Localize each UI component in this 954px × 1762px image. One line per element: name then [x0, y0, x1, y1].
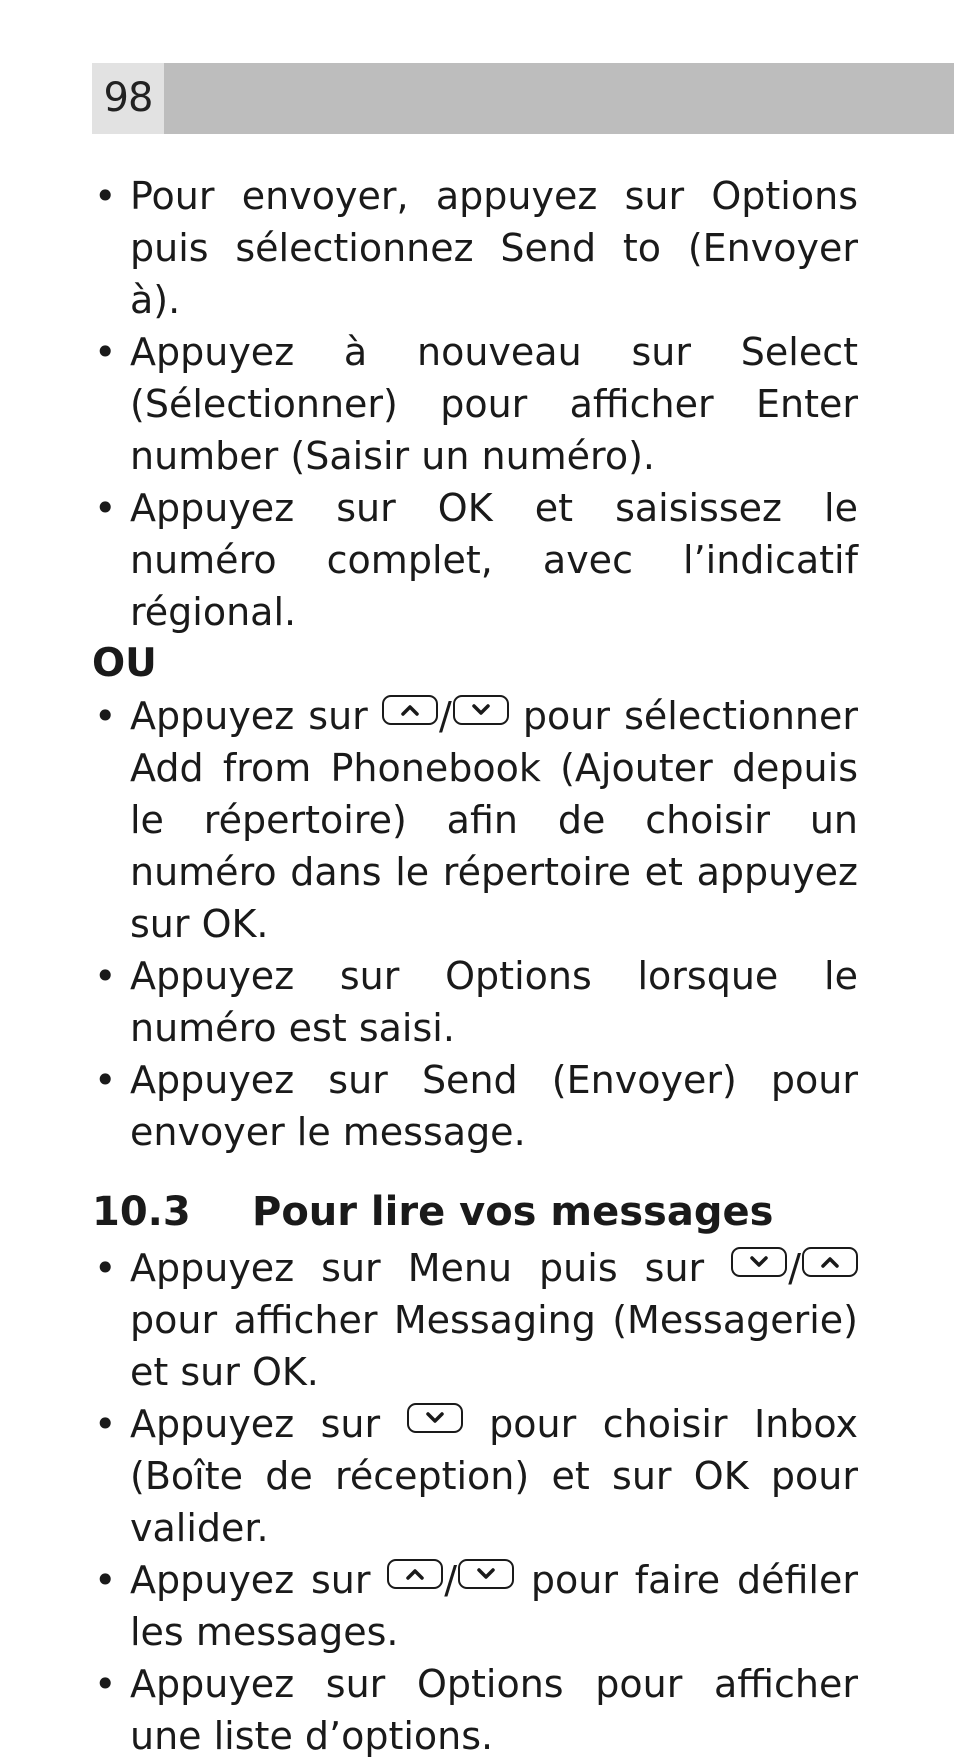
section-number: 10.3 [92, 1189, 191, 1235]
page-header-bar [92, 63, 954, 134]
list-item: • Appuyez sur OK et saisissez le numéro complet, avec l’indicatif régional. [92, 482, 858, 638]
page-number: 98 [92, 63, 164, 134]
send-instructions-list [92, 170, 858, 638]
list-item [92, 690, 858, 950]
section-heading [92, 1184, 858, 1240]
list-item [92, 1398, 858, 1554]
list-item: • Appuyez sur Options lorsque le numéro est saisi. [92, 950, 858, 1054]
or-heading: OU [92, 641, 157, 686]
list-item [92, 1242, 858, 1398]
chevron-up-key-icon [802, 1247, 858, 1277]
page-content [92, 170, 858, 1762]
chevron-up-key-icon [382, 695, 438, 725]
item-text: Appuyez sur [130, 1558, 388, 1602]
chevron-down-key-icon [731, 1247, 787, 1277]
item-text: Appuyez sur [130, 1402, 407, 1446]
chevron-down-key-icon [407, 1403, 463, 1433]
key-separator: / [438, 694, 452, 738]
section-title: Pour lire vos messages [252, 1189, 774, 1235]
item-text: Appuyez sur [130, 694, 382, 738]
key-separator: / [444, 1558, 458, 1602]
list-item [92, 1554, 858, 1658]
item-text: pour faire défiler les messages. [130, 1558, 858, 1654]
chevron-down-key-icon [453, 695, 509, 725]
list-item: • Appuyez sur Send (Envoyer) pour envoyer le message. [92, 1054, 858, 1158]
read-messages-list [92, 1242, 858, 1762]
item-text: pour afficher Messaging (Messagerie) et sur OK. [130, 1298, 858, 1394]
list-item: • Pour envoyer, appuyez sur Options puis sélectionnez Send to (Envoyer à). [92, 170, 858, 326]
chevron-down-key-icon [458, 1559, 514, 1589]
chevron-up-key-icon [387, 1559, 443, 1589]
alternative-instructions-list [92, 690, 858, 1158]
list-item: • Appuyez sur Options pour afficher une liste d’options. [92, 1658, 858, 1762]
item-text: Appuyez sur Menu puis sur [130, 1246, 732, 1290]
key-separator: / [788, 1246, 801, 1290]
item-text: pour choisir Inbox (Boîte de réception) et sur OK pour valider. [130, 1402, 858, 1550]
list-item: • Appuyez à nouveau sur Select (Sélectionner) pour afficher Enter number (Saisir un numéro). [92, 326, 858, 482]
item-text: pour sélectionner Add from Phonebook (Ajouter depuis le répertoire) afin de choisir un numéro dans le répertoire et appuyez sur OK. [130, 694, 858, 946]
